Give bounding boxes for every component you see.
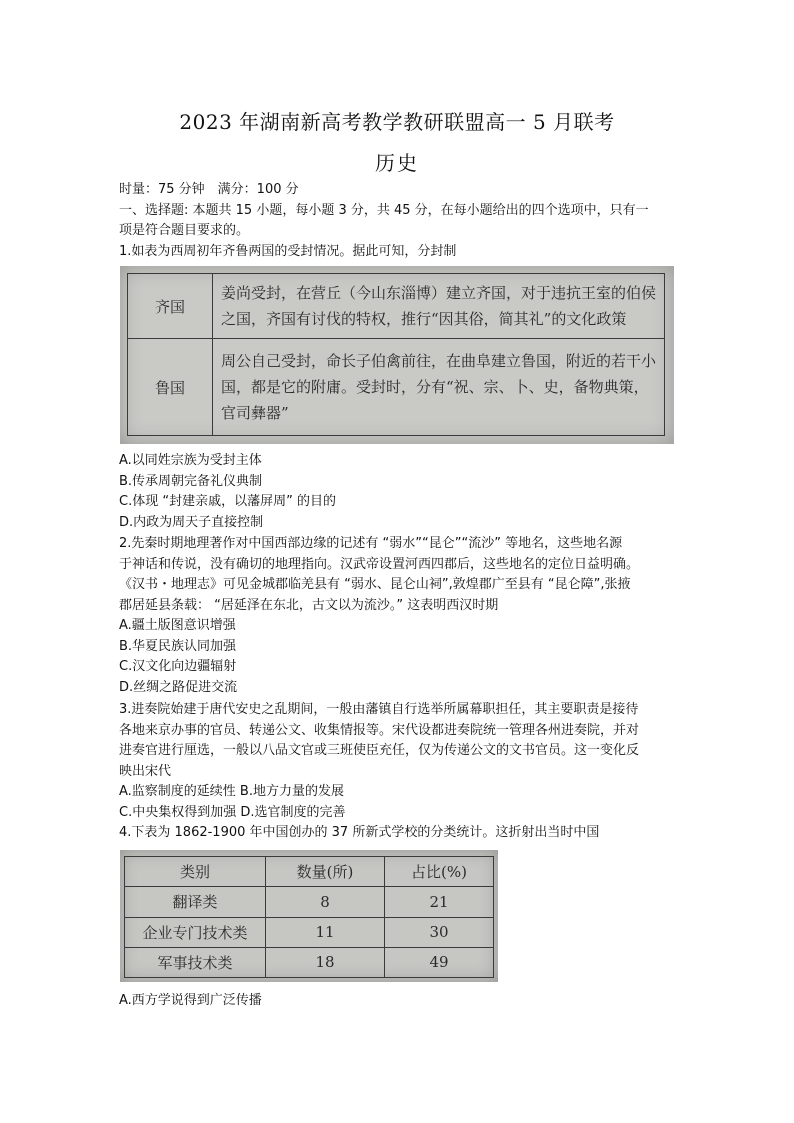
- table-header-row: [125, 857, 494, 887]
- option-c: C.体现 “封建亲戚，以藩屏周” 的目的: [119, 494, 336, 509]
- options-line: A.监察制度的延续性 B.地方力量的发展: [119, 784, 344, 799]
- table-cell: 21: [385, 887, 494, 917]
- option-a: A.疆土版图意识增强: [119, 618, 236, 633]
- table-row: [125, 947, 494, 977]
- table-cell: 18: [266, 947, 385, 977]
- option-a: A.西方学说得到广泛传播: [119, 993, 262, 1008]
- table-cell: 军事技术类: [125, 947, 266, 977]
- table-header-cell: 类别: [125, 857, 266, 887]
- exam-title: 2023 年湖南新高考教学教研联盟高一 5 月联考: [179, 110, 615, 134]
- question-3: [119, 700, 679, 844]
- option-c: C.汉文化向边疆辐射: [119, 659, 237, 674]
- question-3-stem-line: 映出宋代: [119, 763, 172, 779]
- question-2: [119, 534, 679, 698]
- option-b: B.华夏民族认同加强: [119, 638, 237, 654]
- section-intro-line: 项是符合题目要求的。: [119, 223, 250, 238]
- table-row: [128, 339, 665, 436]
- option-d: D.丝绸之路促进交流: [119, 679, 238, 695]
- table-header-cell: 数量(所): [266, 857, 385, 887]
- table-header-cell: 占比(%): [385, 857, 494, 887]
- question-3-stem-line: 进奏官进行厘选，一般以八品文官或三班使臣充任，仅为传递公文的文书官员。这一变化反: [119, 743, 640, 758]
- option-b: B.传承周朝完备礼仪典制: [119, 473, 263, 489]
- table-row: [125, 917, 494, 947]
- section-intro-line: 一、选择题: 本题共 15 小题，每小题 3 分，共 45 分，在每小题给出的四个选项中，只有一: [119, 202, 649, 218]
- question-3-stem-line: 各地来京办事的官员、转递公文、收集情报等。宋代设都进奏院统一管理各州进奏院，并对: [119, 722, 640, 738]
- table-cell-desc: 周公自己受封，命长子伯禽前往，在曲阜建立鲁国，附近的若干小国，都是它的附庸。受封时，分有“祝、宗、卜、史，备物典策，官司彝器”: [213, 339, 665, 436]
- question-4-table-image: [120, 850, 498, 982]
- option-d: D.内政为周天子直接控制: [119, 514, 264, 530]
- question-4-options: [119, 991, 679, 1012]
- question-4-stem: 4.下表为 1862-1900 年中国创办的 37 所新式学校的分类统计。这折射出当时中国: [119, 825, 600, 840]
- question-4-table: [124, 856, 494, 978]
- table-cell-desc: 姜尚受封，在营丘（今山东淄博）建立齐国，对于违抗王室的伯侯之国，齐国有讨伐的特权，推行“因其俗，简其礼”的文化政策: [213, 274, 665, 339]
- table-row: [125, 887, 494, 917]
- table-cell-state: 鲁国: [128, 339, 213, 436]
- table-cell: 30: [385, 917, 494, 947]
- option-a: A.以同姓宗族为受封主体: [119, 453, 262, 468]
- question-1-options: [119, 451, 679, 533]
- question-2-stem-line: 《汉书・地理志》可见金城郡临羌县有 “弱水、昆仑山祠”,敦煌郡广至县有 “昆仑障”,张掖: [119, 577, 631, 592]
- question-2-stem-line: 郡居延县条载： “居延泽在东北，古文以为流沙。” 这表明西汉时期: [119, 597, 499, 613]
- question-1-stem: 1.如表为西周初年齐鲁两国的受封情况。据此可知，分封制: [119, 243, 457, 259]
- options-line: C.中央集权得到加强 D.选官制度的完善: [119, 804, 346, 820]
- table-row: [128, 274, 665, 339]
- table-cell-state: 齐国: [128, 274, 213, 339]
- question-2-stem-line: 于神话和传说，没有确切的地理指向。汉武帝设置河西四郡后，这些地名的定位日益明确。: [119, 556, 640, 572]
- question-2-stem-line: 2.先秦时期地理著作对中国西部边缘的记述有 “弱水”“昆仑”“流沙” 等地名，这些地名源: [119, 536, 623, 551]
- question-1-table: [127, 273, 665, 436]
- table-cell: 11: [266, 917, 385, 947]
- question-1-table-image: [120, 266, 674, 444]
- table-cell: 企业专门技术类: [125, 917, 266, 947]
- table-cell: 8: [266, 887, 385, 917]
- subject-title: 历史: [375, 151, 419, 175]
- question-3-stem-line: 3.进奏院始建于唐代安史之乱期间，一般由藩镇自行选举所属幕职担任，其主要职责是接待: [119, 702, 639, 717]
- exam-info-block: [119, 180, 679, 262]
- table-cell: 49: [385, 947, 494, 977]
- exam-info: 时量：75 分钟 满分：100 分: [119, 182, 299, 197]
- table-cell: 翻译类: [125, 887, 266, 917]
